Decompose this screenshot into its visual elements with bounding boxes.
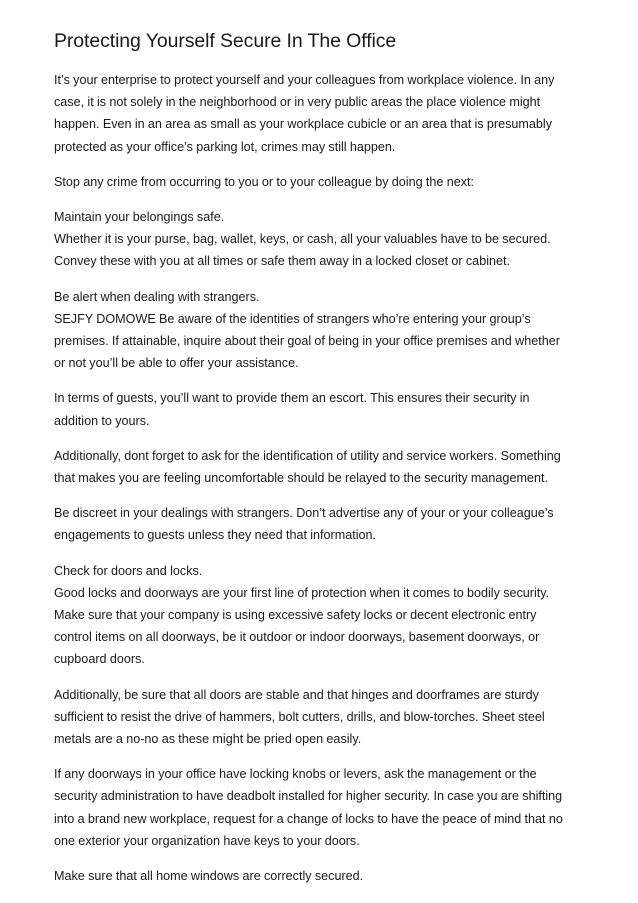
text-line: addition to yours. xyxy=(54,413,150,428)
paragraph-stop-crime xyxy=(54,171,584,193)
paragraph-discreet xyxy=(54,502,584,546)
text-line: Additionally, dont forget to ask for the identification of utility and service workers. Something xyxy=(54,448,561,463)
paragraph-intro xyxy=(54,69,584,158)
text-line: security administration to have deadbolt installed for higher security. In case you are shifting xyxy=(54,789,563,804)
text-line: Maintain your belongings safe. xyxy=(54,210,225,225)
text-line: Convey these with you at all times or safe them away in a locked closet or cabinet. xyxy=(54,254,510,269)
text-line: one exterior your organization have keys to your doors. xyxy=(54,833,360,848)
text-line: or not you’ll be able to offer your assistance. xyxy=(54,356,299,371)
text-line: happen. Even in an area as small as your workplace cubicle or an area that is presumably xyxy=(54,117,553,132)
text-line: Be discreet in your dealings with strangers. Don’t advertise any of your or your colleague’s xyxy=(54,506,554,521)
text-line: case, it is not solely in the neighborhood or in very public areas the place violence might xyxy=(54,95,541,110)
text-line: Whether it is your purse, bag, wallet, keys, or cash, all your valuables have to be secured. xyxy=(54,232,551,247)
text-line: In terms of guests, you’ll want to provide them an escort. This ensures their security in xyxy=(54,391,530,406)
text-line: sufficient to resist the drive of hammers, bolt cutters, drills, and blow-torches. Sheet steel xyxy=(54,709,545,724)
text-line: premises. If attainable, inquire about their goal of being in your office premises and whether xyxy=(54,334,560,349)
text-line: cupboard doors. xyxy=(54,652,145,667)
paragraph-strangers xyxy=(54,286,584,375)
text-line: Make sure that your company is using excessive safety locks or decent electronic entry xyxy=(54,608,537,623)
text-line: protected as your office’s parking lot, crimes may still happen. xyxy=(54,139,396,154)
text-line: Check for doors and locks. xyxy=(54,563,203,578)
text-line: control items on all doorways, be it outdoor or indoor doorways, basement doorways, or xyxy=(54,630,540,645)
paragraph-windows xyxy=(54,865,584,887)
text-line: that makes you are feeling uncomfortable should be relayed to the security management. xyxy=(54,471,548,486)
paragraph-doors-locks xyxy=(54,560,584,671)
paragraph-deadbolt xyxy=(54,763,584,852)
text-line: into a brand new workplace, request for a change of locks to have the peace of mind that no xyxy=(54,811,563,826)
text-line: engagements to guests unless they need that information. xyxy=(54,528,377,543)
text-line: Stop any crime from occurring to you or to your colleague by doing the next: xyxy=(54,174,475,189)
document-page xyxy=(54,28,584,900)
paragraph-stable-doors xyxy=(54,684,584,751)
text-line: Good locks and doorways are your first line of protection when it comes to bodily security. xyxy=(54,585,550,600)
text-line: Additionally, be sure that all doors are stable and that hinges and doorframes are sturdy xyxy=(54,687,539,702)
paragraph-belongings xyxy=(54,206,584,273)
text-line: metals are a no-no as these might be pried open easily. xyxy=(54,732,362,747)
text-line: If any doorways in your office have locking knobs or levers, ask the management or the xyxy=(54,767,537,782)
text-line: Be alert when dealing with strangers. xyxy=(54,289,260,304)
paragraph-identification xyxy=(54,445,584,489)
document-title: Protecting Yourself Secure In The Office xyxy=(54,30,397,52)
paragraph-guests xyxy=(54,387,584,431)
text-line: Make sure that all home windows are correctly secured. xyxy=(54,869,364,884)
text-line: SEJFY DOMOWE Be aware of the identities of strangers who’re entering your group’s xyxy=(54,311,531,326)
text-line: It’s your enterprise to protect yourself and your colleagues from workplace violence. In any xyxy=(54,73,555,87)
